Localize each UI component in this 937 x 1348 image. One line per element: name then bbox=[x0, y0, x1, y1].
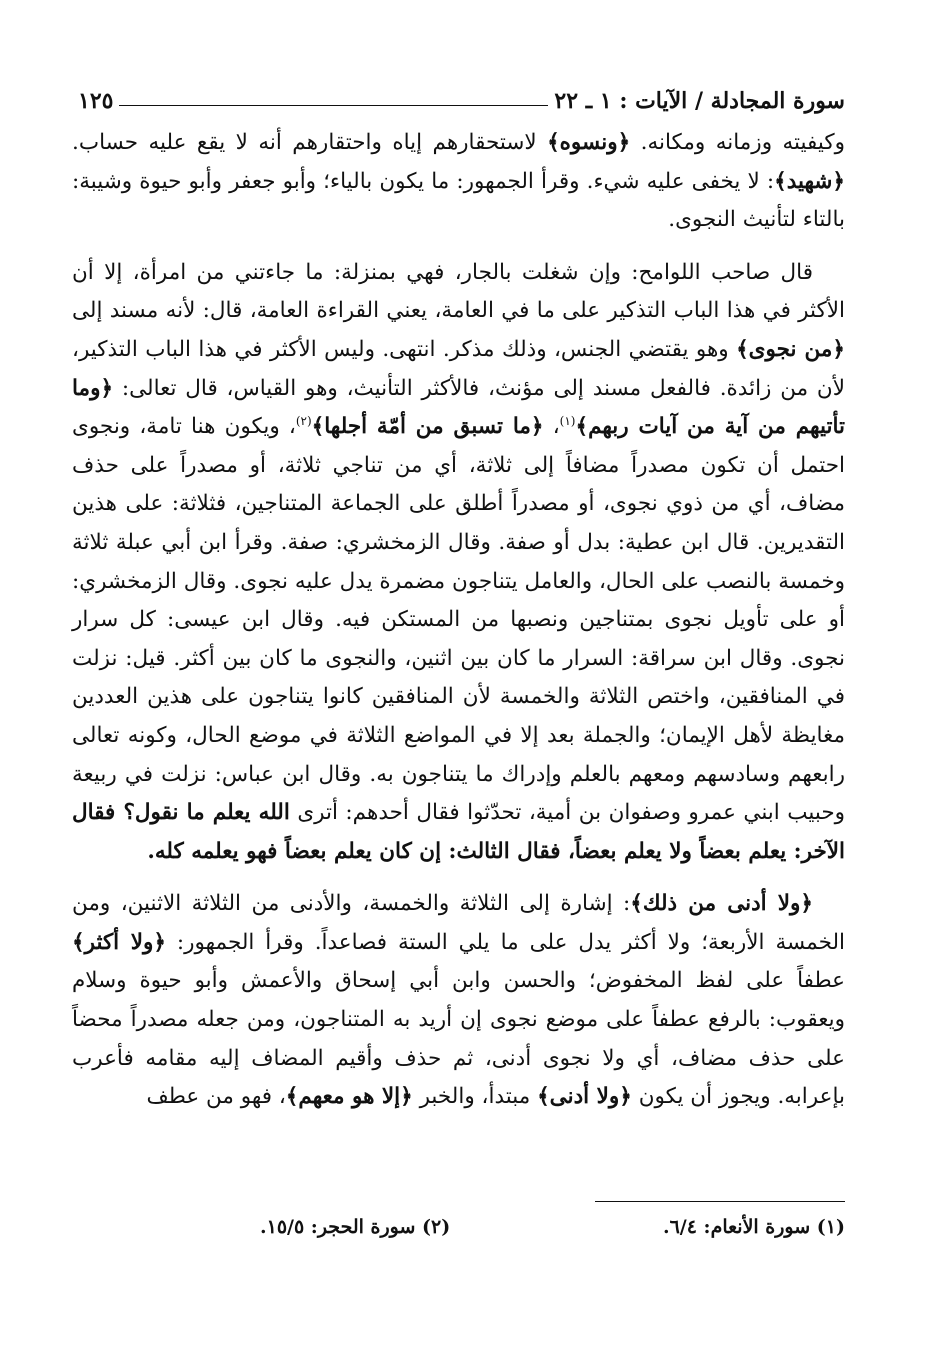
paragraph-3 bbox=[72, 885, 845, 1117]
text-run: ، bbox=[543, 414, 560, 440]
header-rule bbox=[119, 105, 548, 106]
text-run: لاستحقارهم إياه واحتقارهم أنه لا يقع عليه حساب. bbox=[72, 130, 548, 155]
page-number: ١٢٥ bbox=[78, 88, 114, 114]
text-run: ، فهو من عطف bbox=[146, 1084, 286, 1110]
quran-quote: ﴿من نجوى﴾ bbox=[736, 336, 845, 362]
quran-quote: ﴿إلا هو معهم﴾ bbox=[285, 1084, 413, 1110]
text-run: عطفاً على لفظ المخفوض؛ والحسن وابن أبي إسحاق والأعمش وأبو حيوة وسلام ويعقوب: بالرفع عطفاً على موضع نجوى إن أريد به المتناجون، ومن جعله مصدراً محضاً على حذف مضاف، أي ولا نجوى أدنى، ثم حذف وأقيم المضاف إليه مقامه فأعرب بإعرابه. ويجوز أن يكون bbox=[72, 968, 845, 1110]
quran-quote: ﴿ولا أكثر﴾ bbox=[72, 929, 166, 955]
footnote-rule bbox=[595, 1201, 845, 1202]
quran-quote: ﴿ونسوه﴾ bbox=[547, 130, 631, 155]
text-run: ، ويكون هنا تامة، ونجوى احتمل أن تكون مصدراً مضافاً إلى ثلاثة، أي من تناجي ثلاثة، أو مصدراً على حذف مضاف، أي من ذوي نجوى، أو مصدراً أطلق على الجماعة المتناجين، فثلاثة: على هذين التقديرين. قال ابن عطية: بدل أو صفة. وقال الزمخشري: صفة. وقرأ ابن أبي عبلة ثلاثة وخمسة بالنصب على الحال، والعامل يتناجون مضمرة يدل عليه نجوى. وقال الزمخشري: أو على تأويل نجوى بمتناجين ونصبها من المستكن فيه. وقال ابن عيسى: كل سرار نجوى. وقال ابن سراقة: السرار ما كان بين اثنين، والنجوى ما كان بين أكثر. قيل: نزلت في المنافقين، واختص الثلاثة والخمسة لأن المنافقين كانوا يتناجون على هذين العددين مغايظة لأهل الإيمان؛ والجملة بعد إلا في المواضع الثلاثة في موضع الحال، وكونه تعالى رابعهم وسادسهم ومعهم بالعلم وإدراك ما يتناجون به. وقال ابن عباس: نزلت في ربيعة وحبيب ابني عمرو وصفوان بن أمية، تحدّثوا فقال أحدهم: أترى bbox=[72, 414, 845, 826]
text-run: مبتدأ، والخبر bbox=[412, 1084, 538, 1110]
text-run: : إشارة إلى الثلاثة والخمسة، والأدنى من الثلاثة الاثنين، ومن الخمسة الأربعة؛ ولا أكثر يدل على ما يلي الستة فصاعداً. وقرأ الجمهور: bbox=[72, 891, 845, 955]
main-text bbox=[72, 124, 845, 1117]
text-run: : لا يخفى عليه شيء. وقرأ الجمهور: ما يكون بالياء؛ وأبو جعفر وأبو حيوة وشيبة: بالتاء لتأنيث النجوى. bbox=[72, 168, 845, 233]
text-run: وكيفيته وزمانه ومكانه. bbox=[630, 130, 845, 155]
running-header bbox=[78, 70, 845, 112]
text-run: وهو يقتضي الجنس، وذلك مذكر. انتهى. وليس الأكثر في هذا الباب التذكير، لأن من زائدة. فالفعل مسند إلى مؤنث، فالأكثر التأنيث، وهو القياس، قال تعالى: bbox=[72, 336, 845, 401]
paragraph-2 bbox=[72, 254, 845, 872]
surah-title: سورة المجادلة / الآيات : ١ ـ ٢٢ bbox=[554, 88, 845, 114]
footnote-ref: (٢) bbox=[295, 414, 312, 428]
footnote-2: (٢) سورة الحجر: ١٥/٥. bbox=[260, 1216, 451, 1238]
quran-quote: ﴿ولا أدنى﴾ bbox=[537, 1084, 632, 1110]
quran-quote: ﴿وما تأتيهم من آية من آيات ربهم﴾ bbox=[72, 375, 845, 440]
quran-quote: ﴿ما تسبق من أمّة أجلها﴾ bbox=[311, 414, 544, 440]
bold-hadith: الله يعلم ما نقول؟ فقال الآخر: يعلم بعضاً ولا يعلم بعضاً، فقال الثالث: إن كان يعلم بعضاً فهو يعلمه كله. bbox=[72, 800, 845, 864]
footnote-ref: (١) bbox=[559, 414, 576, 428]
quran-quote: ﴿شهيد﴾ bbox=[774, 168, 845, 194]
text-run: قال صاحب اللوامح: وإن شغلت بالجار، فهي بمنزلة: ما جاءتني من امرأة، إلا أن الأكثر في هذا الباب التذكير على ما في العامة، يعني القراءة العامة، قال: لأنه مسند إلى bbox=[72, 259, 845, 324]
paragraph-1 bbox=[72, 124, 845, 240]
footnote-1: (١) سورة الأنعام: ٦/٤. bbox=[662, 1216, 845, 1238]
quran-quote: ﴿ولا أدنى من ذلك﴾ bbox=[630, 891, 813, 917]
footnotes bbox=[260, 1216, 845, 1238]
